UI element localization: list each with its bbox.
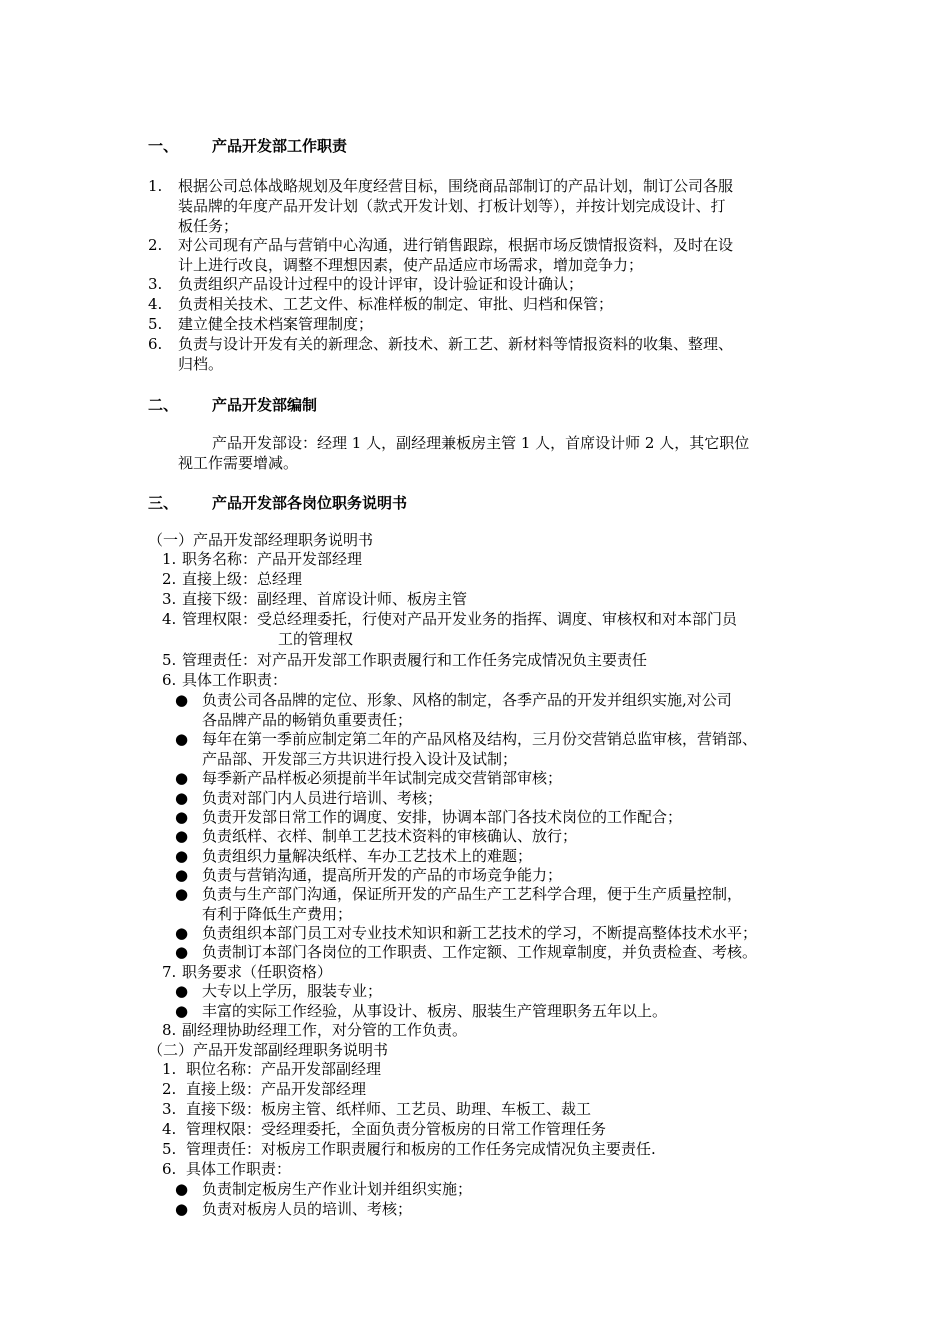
section-number: 二、 xyxy=(148,396,179,414)
list-item-continuation: 工的管理权 xyxy=(278,630,354,648)
list-item: 具体工作职责： xyxy=(186,1160,292,1178)
bullet-icon: ● xyxy=(175,924,189,942)
bullet-item: 负责开发部日常工作的调度、安排，协调本部门各技术岗位的工作配合； xyxy=(202,808,683,826)
bullet-icon: ● xyxy=(175,1180,189,1198)
section-title: 产品开发部工作职责 xyxy=(212,137,348,155)
bullet-icon: ● xyxy=(175,827,189,845)
bullet-item: 负责组织力量解决纸样、车办工艺技术上的难题； xyxy=(202,847,533,865)
list-item: 职务要求（任职资格） xyxy=(182,963,333,981)
bullet-item: 负责与营销沟通，提高所开发的产品的市场竞争能力； xyxy=(202,866,563,884)
bullet-item: 有利于降低生产费用； xyxy=(202,905,353,923)
list-number: 4. xyxy=(162,610,177,628)
list-item: 直接上级：总经理 xyxy=(182,570,303,588)
list-item: 职务名称：产品开发部经理 xyxy=(182,550,363,568)
list-number: 2. xyxy=(148,236,163,254)
bullet-icon: ● xyxy=(175,789,189,807)
list-number: 2. xyxy=(162,570,177,588)
list-item: 管理权限：受经理委托，全面负责分管板房的日常工作管理任务 xyxy=(186,1120,607,1138)
list-item: 负责组织产品设计过程中的设计评审，设计验证和设计确认； xyxy=(178,275,584,293)
list-number: 1. xyxy=(162,1060,177,1078)
list-item: 根据公司总体战略规划及年度经营目标，围绕商品部制订的产品计划，制订公司各服 xyxy=(178,177,734,195)
list-number: 4. xyxy=(148,295,163,313)
list-item: 负责与设计开发有关的新理念、新技术、新工艺、新材料等情报资料的收集、整理、 xyxy=(178,335,734,353)
bullet-icon: ● xyxy=(175,866,189,884)
bullet-icon: ● xyxy=(175,943,189,961)
list-item: 归档。 xyxy=(178,355,224,373)
list-item: 管理责任：对板房工作职责履行和板房的工作任务完成情况负主要责任. xyxy=(186,1140,656,1158)
bullet-item: 负责制定板房生产作业计划并组织实施； xyxy=(202,1180,473,1198)
list-number: 4. xyxy=(162,1120,177,1138)
list-number: 1. xyxy=(162,550,177,568)
bullet-item: 产品部、开发部三方共识进行投入设计及试制； xyxy=(202,750,518,768)
list-number: 3. xyxy=(162,1100,177,1118)
section-heading xyxy=(148,136,178,156)
bullet-icon: ● xyxy=(175,982,189,1000)
list-number: 3. xyxy=(162,590,177,608)
bullet-icon: ● xyxy=(175,885,189,903)
list-item: 负责相关技术、工艺文件、标准样板的制定、审批、归档和保管； xyxy=(178,295,614,313)
section-number: 三、 xyxy=(148,494,179,512)
bullet-item: 负责制订本部门各岗位的工作职责、工作定额、工作规章制度，并负责检查、考核。 xyxy=(202,943,758,961)
bullet-item: 每季新产品样板必须提前半年试制完成交营销部审核； xyxy=(202,769,563,787)
bullet-icon: ● xyxy=(175,1002,189,1020)
paragraph-line: 视工作需要增减。 xyxy=(178,454,299,472)
list-item: 装品牌的年度产品开发计划（款式开发计划、打板计划等），并按计划完成设计、打 xyxy=(178,197,726,215)
subsection-title: （一）产品开发部经理职务说明书 xyxy=(148,531,374,549)
bullet-icon: ● xyxy=(175,769,189,787)
list-item: 板任务； xyxy=(178,217,239,235)
list-number: 5. xyxy=(162,651,177,669)
section-title: 产品开发部各岗位职务说明书 xyxy=(212,494,408,512)
bullet-icon: ● xyxy=(175,730,189,748)
list-number: 7. xyxy=(162,963,177,981)
bullet-item: 大专以上学历，服装专业； xyxy=(202,982,383,1000)
paragraph-line: 产品开发部设：经理 1 人，副经理兼板房主管 1 人，首席设计师 2 人，其它职位 xyxy=(212,434,750,452)
list-number: 6. xyxy=(162,671,177,689)
list-number: 8. xyxy=(162,1021,177,1039)
bullet-icon: ● xyxy=(175,847,189,865)
bullet-item: 负责纸样、衣样、制单工艺技术资料的审核确认、放行； xyxy=(202,827,578,845)
list-item: 建立健全技术档案管理制度； xyxy=(178,315,374,333)
bullet-item: 负责公司各品牌的定位、形象、风格的制定，各季产品的开发并组织实施,对公司 xyxy=(202,691,732,709)
bullet-item: 每年在第一季前应制定第二年的产品风格及结构，三月份交营销总监审核，营销部、 xyxy=(202,730,758,748)
bullet-icon: ● xyxy=(175,691,189,709)
list-number: 6. xyxy=(148,335,163,353)
bullet-item: 各品牌产品的畅销负重要责任； xyxy=(202,711,413,729)
section-title: 产品开发部编制 xyxy=(212,396,318,414)
list-item: 副经理协助经理工作，对分管的工作负责。 xyxy=(182,1021,468,1039)
bullet-item: 负责对板房人员的培训、考核； xyxy=(202,1200,413,1218)
list-item: 计上进行改良，调整不理想因素，使产品适应市场需求，增加竞争力； xyxy=(178,256,644,274)
section-number: 一、 xyxy=(148,137,179,155)
list-item: 管理权限：受总经理委托，行使对产品开发业务的指挥、调度、审核权和对本部门员 xyxy=(182,610,738,628)
list-number: 3. xyxy=(148,275,163,293)
bullet-item: 负责组织本部门员工对专业技术知识和新工艺技术的学习，不断提高整体技术水平； xyxy=(202,924,758,942)
bullet-item: 负责对部门内人员进行培训、考核； xyxy=(202,789,443,807)
list-item: 对公司现有产品与营销中心沟通，进行销售跟踪，根据市场反馈情报资料，及时在设 xyxy=(178,236,734,254)
bullet-item: 丰富的实际工作经验，从事设计、板房、服装生产管理职务五年以上。 xyxy=(202,1002,668,1020)
list-item: 直接下级：板房主管、纸样师、工艺员、助理、车板工、裁工 xyxy=(186,1100,592,1118)
list-number: 6. xyxy=(162,1160,177,1178)
list-item: 职位名称：产品开发部副经理 xyxy=(186,1060,382,1078)
subsection-title: （二）产品开发部副经理职务说明书 xyxy=(148,1041,389,1059)
list-item: 直接下级：副经理、首席设计师、板房主管 xyxy=(182,590,468,608)
bullet-icon: ● xyxy=(175,808,189,826)
list-item: 管理责任：对产品开发部工作职责履行和工作任务完成情况负主要责任 xyxy=(182,651,648,669)
list-number: 1. xyxy=(148,177,163,195)
list-item: 具体工作职责： xyxy=(182,671,288,689)
list-number: 5. xyxy=(162,1140,177,1158)
bullet-icon: ● xyxy=(175,1200,189,1218)
list-number: 2. xyxy=(162,1080,177,1098)
list-item: 直接上级：产品开发部经理 xyxy=(186,1080,367,1098)
list-number: 5. xyxy=(148,315,163,333)
bullet-item: 负责与生产部门沟通，保证所开发的产品生产工艺科学合理，便于生产质量控制， xyxy=(202,885,743,903)
